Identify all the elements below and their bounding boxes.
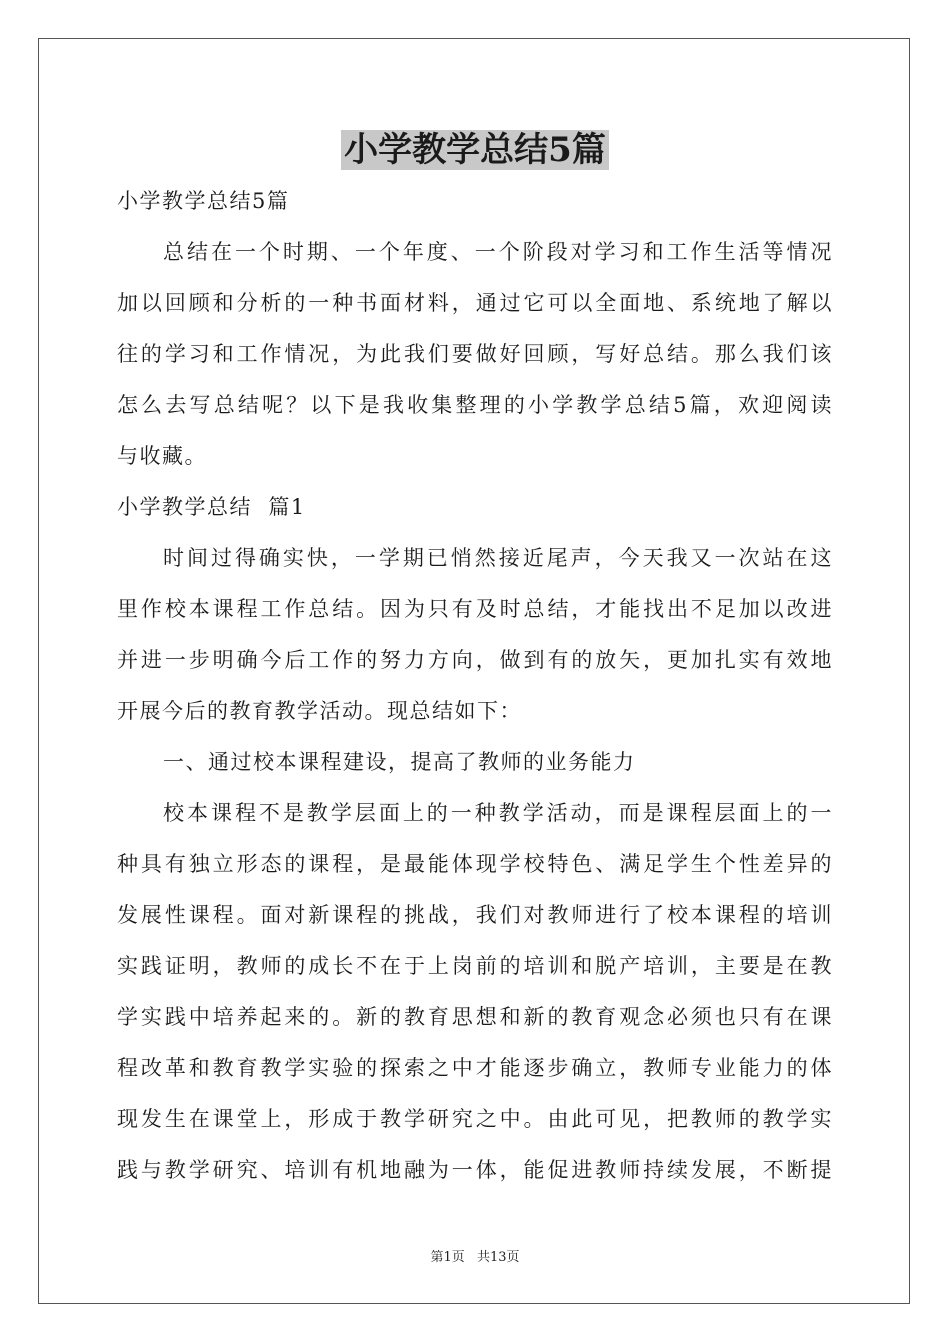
body-line: 加以回顾和分析的一种书面材料，通过它可以全面地、系统地了解以	[117, 291, 833, 315]
body-line: 往的学习和工作情况，为此我们要做好回顾，写好总结。那么我们该	[117, 342, 833, 366]
body-line: 践与教学研究、培训有机地融为一体，能促进教师持续发展，不断提	[117, 1158, 833, 1182]
body-line: 与收藏。	[117, 444, 207, 468]
document-body	[117, 176, 833, 1196]
body-line: 时间过得确实快，一学期已悄然接近尾声，今天我又一次站在这	[163, 546, 833, 570]
total-page-count: 共13页	[476, 1250, 520, 1265]
body-line: 总结在一个时期、一个年度、一个阶段对学习和工作生活等情况	[163, 240, 833, 264]
body-line: 学实践中培养起来的。新的教育思想和新的教育观念必须也只有在课	[117, 1005, 833, 1029]
body-line: 开展今后的教育教学活动。现总结如下：	[117, 699, 522, 723]
current-page-number: 第1页	[430, 1250, 465, 1265]
body-line: 种具有独立形态的课程，是最能体现学校特色、满足学生个性差异的	[117, 852, 833, 876]
subsection-heading: 一、通过校本课程建设，提高了教师的业务能力	[163, 750, 636, 774]
body-line: 发展性课程。面对新课程的挑战，我们对教师进行了校本课程的培训	[117, 903, 833, 927]
document-title-text: 小学教学总结5篇	[341, 130, 609, 170]
body-line: 现发生在课堂上，形成于教学研究之中。由此可见，把教师的教学实	[117, 1107, 833, 1131]
body-line: 怎么去写总结呢？以下是我收集整理的小学教学总结5篇，欢迎阅读	[117, 393, 833, 417]
body-line: 里作校本课程工作总结。因为只有及时总结，才能找出不足加以改进	[117, 597, 833, 621]
document-title	[0, 128, 950, 172]
body-line: 实践证明，教师的成长不在于上岗前的培训和脱产培训，主要是在教	[117, 954, 833, 978]
body-line: 校本课程不是教学层面上的一种教学活动，而是课程层面上的一	[163, 801, 833, 825]
page-footer	[0, 1246, 950, 1265]
section-heading: 小学教学总结 篇1	[117, 495, 306, 519]
body-line: 程改革和教育教学实验的探索之中才能逐步确立，教师专业能力的体	[117, 1056, 833, 1080]
body-line: 并进一步明确今后工作的努力方向，做到有的放矢，更加扎实有效地	[117, 648, 833, 672]
body-line-subtitle: 小学教学总结5篇	[117, 189, 290, 213]
